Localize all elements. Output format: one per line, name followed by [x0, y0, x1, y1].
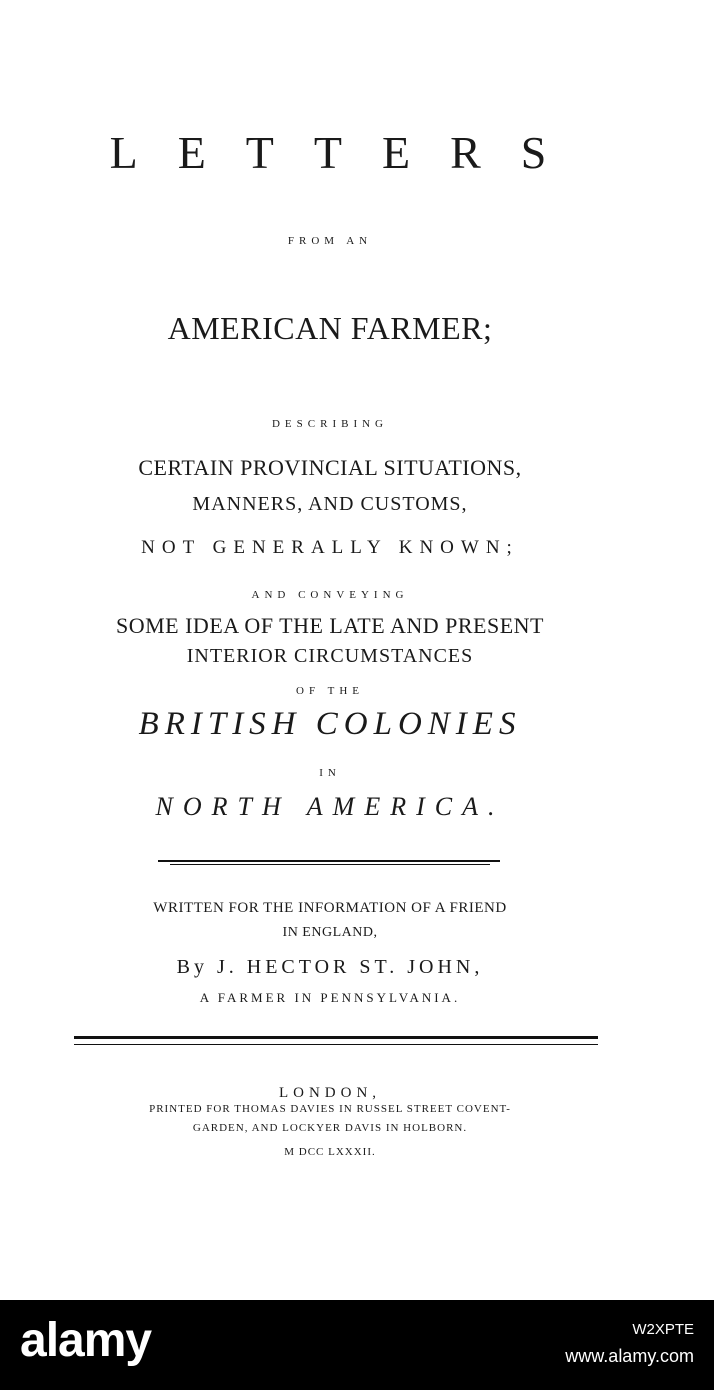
describing-text: DESCRIBING: [271, 418, 388, 430]
rule-top-2: [170, 864, 490, 865]
in-text: IN: [319, 767, 341, 779]
subtitle-line-5: INTERIOR CIRCUMSTANCES: [186, 645, 474, 667]
author-line: By J. HECTOR ST. JOHN,: [176, 956, 484, 978]
year-text: M DCC LXXXII.: [284, 1146, 376, 1158]
farmer-in-pennsylvania-text: A FARMER IN PENNSYLVANIA.: [199, 990, 461, 1005]
london-text: LONDON,: [278, 1085, 382, 1101]
subtitle-line-2: MANNERS, AND CUSTOMS,: [192, 493, 468, 515]
rule-top-1: [158, 860, 500, 862]
in-england-text: IN ENGLAND,: [282, 925, 378, 940]
book-title: LETTERS: [109, 127, 587, 178]
printed-for-text: PRINTED FOR THOMAS DAVIES IN RUSSEL STREET COVENT-: [149, 1103, 511, 1115]
and-conveying-text: AND CONVEYING: [251, 589, 409, 601]
british-colonies-heading: BRITISH COLONIES: [138, 706, 522, 742]
alamy-logo: alamy: [20, 1314, 152, 1367]
written-for-text: WRITTEN FOR THE INFORMATION OF A FRIEND: [153, 900, 507, 916]
from-an-text: FROM AN: [287, 235, 373, 247]
image-id: W2XPTE: [632, 1321, 694, 1338]
subtitle-line-4: SOME IDEA OF THE LATE AND PRESENT: [115, 613, 544, 638]
rule-bottom-2: [74, 1044, 598, 1045]
american-farmer-heading: AMERICAN FARMER;: [167, 310, 493, 346]
garden-text: GARDEN, AND LOCKYER DAVIS IN HOLBORN.: [192, 1122, 468, 1134]
of-the-text: OF THE: [296, 685, 364, 697]
rule-bottom-1: [74, 1036, 598, 1039]
north-america-heading: NORTH AMERICA.: [155, 792, 505, 821]
site-url: www.alamy.com: [565, 1346, 694, 1366]
subtitle-line-1: CERTAIN PROVINCIAL SITUATIONS,: [138, 455, 522, 480]
subtitle-line-3: NOT GENERALLY KNOWN;: [141, 537, 519, 558]
